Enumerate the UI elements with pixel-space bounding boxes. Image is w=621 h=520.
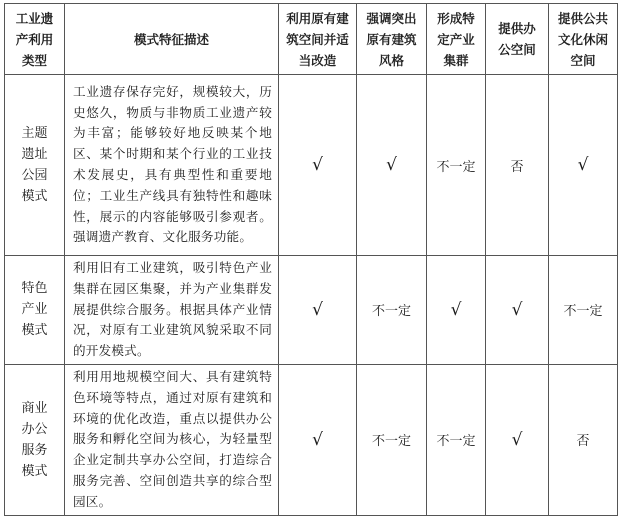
row-description: 工业遗存保存完好，规模较大，历史悠久，物质与非物质工业遗产较为丰富；能够较好地反映某个地区、某个时期和某个行业的工业技术发展史，具有典型性和重要地位；工业生产线具有独特性和趣味性，展示的内容能够吸引参观者。强调遗产教育、文化服务功能。 [65,75,279,256]
row-type [5,75,65,256]
cell-cluster: 不一定 [427,75,486,256]
cell-cluster [427,256,486,365]
cell-office [486,364,549,515]
header-style-line: 风格 [378,52,404,68]
check-mark: √ [312,155,323,175]
check-mark: √ [312,299,323,320]
cell-style: 不一定 [357,364,427,515]
header-style-line: 强调突出 [366,10,417,26]
row-type [5,256,65,365]
row-type [5,364,65,515]
cell-reuse [279,364,357,515]
header-cluster-line: 集群 [443,52,469,68]
table-row [5,75,618,256]
check-mark: √ [511,429,523,450]
row-type-line: 模式 [21,463,48,479]
table-container [4,3,617,516]
header-reuse-line: 利用原有建 [286,10,349,26]
header-style [357,4,427,75]
cell-style: 不一定 [357,256,427,365]
cell-cluster: 不一定 [427,364,486,515]
header-cluster [427,4,486,75]
row-type-line: 遗址 [21,147,48,162]
row-type-line: 商业 [21,400,48,416]
header-reuse [279,4,357,75]
table-row [5,256,618,365]
header-leisure [549,4,618,75]
row-description: 利用旧有工业建筑，吸引特色产业集群在园区集聚，并为产业集群发展提供综合服务。根据具体产业情况，对原有工业建筑风貌采取不同的开发模式。 [65,256,279,365]
header-type-line: 产利用 [15,31,54,47]
header-leisure-line: 文化休闲 [557,31,608,47]
row-type-line: 产业 [21,302,48,318]
row-description: 利用用地规模空间大、具有建筑特色环境等特点，通过对原有建筑和环境的优化改造，重点以提供办公服务和孵化空间为核心，为轻量型企业定制共享办公空间，打造综合服务完善、空间创造共享的综合型园区。 [65,364,279,515]
header-style-line: 原有建筑 [366,31,417,47]
header-type [5,4,65,75]
header-cluster-line: 形成特 [437,10,475,26]
row-type-line: 公园 [21,168,48,183]
industrial-heritage-mode-table [4,3,618,516]
row-type-line: 模式 [21,189,48,204]
header-office-line: 公空间 [498,42,536,57]
header-row [5,4,618,75]
header-leisure-line: 提供公共 [557,10,608,26]
header-leisure-line: 空间 [570,52,596,68]
check-mark: √ [577,155,589,175]
check-mark: √ [386,155,397,175]
cell-leisure [549,75,618,256]
cell-office: 否 [486,75,549,256]
header-type-line: 类型 [21,52,47,68]
header-type-line: 工业遗 [15,10,54,26]
check-mark: √ [450,299,462,320]
row-type-line: 办公 [21,421,48,437]
header-desc: 模式特征描述 [65,4,279,75]
header-reuse-line: 筑空间并适 [286,31,349,47]
cell-office [486,256,549,365]
header-office-line: 提供办 [498,21,536,36]
row-type-line: 特色 [21,281,48,297]
cell-reuse [279,256,357,365]
header-cluster-line: 定产业 [437,31,475,47]
cell-leisure: 不一定 [549,256,618,365]
header-reuse-line: 当改造 [298,52,337,68]
row-type-line: 服务 [21,442,48,458]
row-type-line: 模式 [21,323,48,339]
table-row [5,364,618,515]
check-mark: √ [511,299,523,320]
cell-reuse [279,75,357,256]
cell-leisure: 否 [549,364,618,515]
check-mark: √ [312,429,323,450]
cell-style [357,75,427,256]
row-type-line: 主题 [21,126,48,141]
header-office [486,4,549,75]
